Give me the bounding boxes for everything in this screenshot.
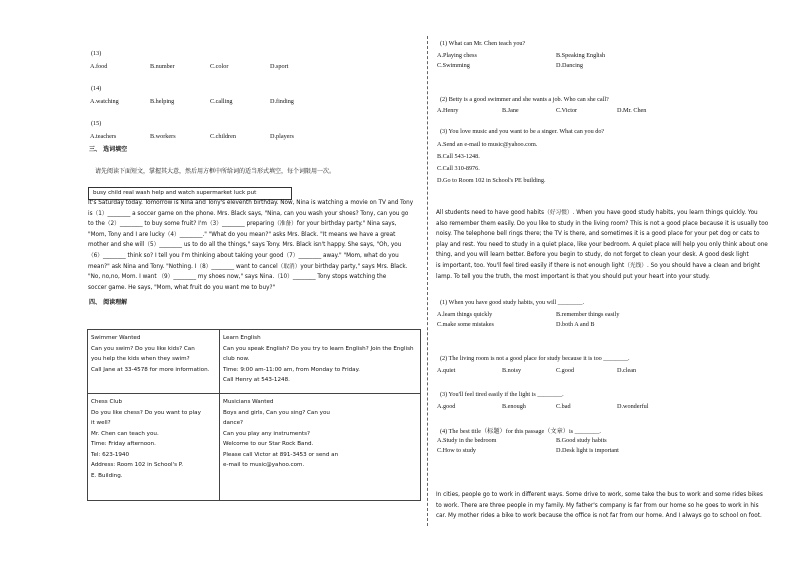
- q15-number: (15): [91, 120, 102, 127]
- option-d: D.Dancing: [556, 62, 583, 69]
- section3-instruction: 请先阅读下面短文，掌握其大意，然后用方框中所给词的适当形式填空，每个词限用一次。: [95, 168, 336, 175]
- ad-line: Call Henry at 543-1248.: [223, 377, 290, 383]
- option-c: C.good: [556, 367, 575, 374]
- option-b: B.Speaking English: [556, 52, 606, 59]
- ad-line: Address: Room 102 in School's P.: [91, 462, 184, 468]
- option-a: A.learn things quickly: [437, 311, 493, 318]
- q13-option-b: B.number: [150, 63, 175, 70]
- option-d: D.both A and B: [556, 321, 595, 328]
- q14-option-a: A.watching: [90, 98, 119, 105]
- ad-swimmer-wanted: [88, 330, 220, 394]
- option-a: A.Send an e-mail to music@yahoo.com.: [437, 141, 538, 148]
- ad-title: Chess Club: [91, 399, 123, 405]
- ad-line: club now.: [223, 356, 250, 362]
- question-stem: (1) When you have good study habits, you will ________.: [440, 299, 585, 306]
- passage-line: It's Saturday today. Tomorrow is Nina and Tony's eleventh birthday. Now, Nina is watching a movie on TV and Tony: [88, 200, 414, 206]
- ad-chess-club: [88, 394, 220, 501]
- ad-line: Please call Victor at 891-3453 or send an: [223, 451, 339, 458]
- passage-line: soccer game. He says, "Mom, what fruit do you want me to buy?": [88, 284, 276, 291]
- option-d: D.wonderful: [617, 403, 649, 410]
- ad-line: E. Building.: [91, 472, 123, 479]
- option-b: B.Good study habits: [556, 437, 607, 444]
- option-c: C.Swimming: [437, 62, 470, 69]
- passage-line: to work. There are three people in my family. My father's company is far from our home so he goes to work in his: [436, 502, 759, 509]
- ad-line: Can you play any instruments?: [223, 430, 310, 437]
- option-d: D.clean: [617, 367, 637, 374]
- question-stem: (2) The living room is not a good place for study because it is too ________.: [440, 355, 630, 362]
- ad-line: you help the kids when they swim?: [91, 356, 190, 362]
- option-a: A.good: [437, 403, 456, 410]
- option-c: C.make some mistakes: [437, 321, 494, 328]
- passage-line: car. My mother rides a bike to work because the office is not far from our home. And I always go to school on foot.: [436, 513, 762, 520]
- ad-line: Welcome to our Star Rock Band.: [223, 441, 314, 447]
- ad-title: Swimmer Wanted: [91, 335, 141, 341]
- passage-line: is（1）________ a soccer game on the phone. Mrs. Black says, "Nina, can you wash your shoes? Tony, can you go: [88, 210, 409, 217]
- option-a: A.Playing chess: [437, 52, 477, 59]
- question-stem: (3) You'll feel tired easily if the light is ________.: [440, 391, 564, 398]
- q14-option-d: D.finding: [270, 98, 294, 105]
- option-c: C.How to study: [437, 447, 477, 454]
- option-d: D.Desk light is important: [556, 447, 619, 454]
- q14-option-c: C.calling: [210, 98, 233, 105]
- ad-line: Time: Friday afternoon.: [91, 441, 156, 447]
- ad-title: Musicians Wanted: [223, 399, 274, 405]
- ad-line: Time: 9:00 am-11:00 am, from Monday to Friday.: [223, 366, 360, 373]
- ad-line: it well?: [91, 420, 111, 426]
- question-stem: (3) You love music and you want to be a singer. What can you do?: [440, 128, 605, 135]
- ad-line: Mr. Chen can teach you.: [91, 430, 159, 437]
- ad-line: Can you speak English? Do you try to learn English? Join the English: [223, 345, 414, 352]
- passage-line: In cities, people go to work in different ways. Some drive to work, some take the bus to work and some rides bikes: [436, 492, 763, 498]
- q13-option-c: C.color: [210, 63, 229, 70]
- passage-line: noisy. The telephone bell rings there; the TV is there, and sometimes it is a good place for your pet dog or cats to: [436, 231, 760, 238]
- option-d: D.Go to Room 102 in School's PE building.: [437, 177, 546, 184]
- option-a: A.Henry: [437, 107, 459, 114]
- commute-passage: [436, 490, 776, 522]
- passage-line: also remember them easily. Do you like to study in the living room? This is not a good place because it is usually too: [436, 220, 769, 227]
- question-stem: (1) What can Mr. Chen teach you?: [440, 40, 526, 47]
- option-c: C.bad: [556, 403, 571, 410]
- passage-line: All students need to have good habits（好习惯）. When you have good study habits, you learn things quickly. You: [436, 210, 758, 216]
- passage-line: mother and she will（5）________ us to do all the things," says Tony. Mrs. Black isn't happy. She says, "Oh, you: [88, 242, 402, 249]
- question-stem: (2) Betty is a good swimmer and she wants a job. Who can she call?: [440, 96, 609, 103]
- q13-number: (13): [91, 50, 102, 57]
- ad-line: Boys and girls, Can you sing? Can you: [223, 409, 330, 416]
- passage-line: lamp. To tell you the truth, the most important is that you should put your heart into your study.: [436, 273, 710, 280]
- ad-line: Can you swim? Do you like kids? Can: [91, 345, 195, 352]
- ads-table: [87, 329, 421, 501]
- q15-option-b: B.workers: [150, 133, 176, 140]
- passage-line: "Mom, Tony and I are lucky（4）________." "What do you mean?" asks Mrs. Black. "It means we have a great: [88, 231, 396, 238]
- passage-line: thing, and you will learn better. Before you begin to study, do not forget to clean your desk. A good desk light: [436, 252, 749, 259]
- q15-option-d: D.players: [270, 133, 294, 140]
- passage-line: to the（2）________ to buy some fruit? I'm（3）________ preparing（准备）for your birthday party." Nina says,: [88, 221, 397, 228]
- question-stem: (4) The best title（标题）for this passage（文章）is ________.: [440, 428, 601, 435]
- passage-line: （6）________ think so? I tell you I'm thinking about taking your good（7）________ away." "Mom, what do you: [88, 252, 399, 259]
- section4-title: 四、 阅读理解: [89, 299, 128, 306]
- section3-title: 三、 选词填空: [89, 146, 128, 153]
- passage-line: is important, too. You'll feel tired easily if there is not enough light（光线）. So you should have a clean and bright: [436, 262, 761, 269]
- passage-line: "No, no,no, Mom. I want （9）________ my shoes now," says Nina.（10）________ Tony stops watching the: [88, 274, 387, 281]
- option-b: B.noisy: [502, 367, 522, 374]
- option-a: A.Study in the bedroom: [437, 437, 497, 444]
- ad-title: Learn English: [223, 335, 261, 341]
- option-d: D.Mr. Chen: [617, 107, 647, 114]
- ad-line: dance?: [223, 420, 244, 426]
- ad-line: Do you like chess? Do you want to play: [91, 409, 201, 416]
- option-c: C.Victor: [556, 107, 578, 114]
- ad-musicians-wanted: [220, 394, 421, 501]
- passage-line: play and rest. You need to study in a quiet place, like your bedroom. A quiet place will help you only think about one: [436, 241, 768, 248]
- ad-line: Tel: 623-1940: [91, 451, 130, 458]
- option-b: B.Jane: [502, 107, 519, 114]
- option-c: C.Call 310-8976.: [437, 165, 480, 172]
- option-a: A.quiet: [437, 367, 456, 374]
- ad-learn-english: [220, 330, 421, 394]
- word-bank: busy child real wash help and watch supermarket luck put: [93, 189, 257, 196]
- ad-line: Call Jane at 33-4578 for more information.: [91, 366, 210, 373]
- ad-line: e-mail to music@yahoo.com.: [223, 462, 305, 468]
- option-b: B.Call 543-1248.: [437, 153, 480, 160]
- q15-option-c: C.children: [210, 133, 236, 140]
- q15-option-a: A.teachers: [90, 133, 117, 140]
- passage-line: mean?" ask Nina and Tony. "Nothing. I（8）________ want to cancel（取消）your birthday party," says Mrs. Black.: [88, 263, 408, 270]
- q13-option-a: A.food: [90, 63, 108, 70]
- page-divider: [427, 36, 428, 526]
- option-b: B.enough: [502, 403, 526, 410]
- q13-option-d: D.sport: [270, 63, 289, 70]
- q14-option-b: B.helping: [150, 98, 175, 105]
- study-habits-passage: [436, 208, 776, 282]
- option-b: B.remember things easily: [556, 311, 620, 318]
- q14-number: (14): [91, 85, 102, 92]
